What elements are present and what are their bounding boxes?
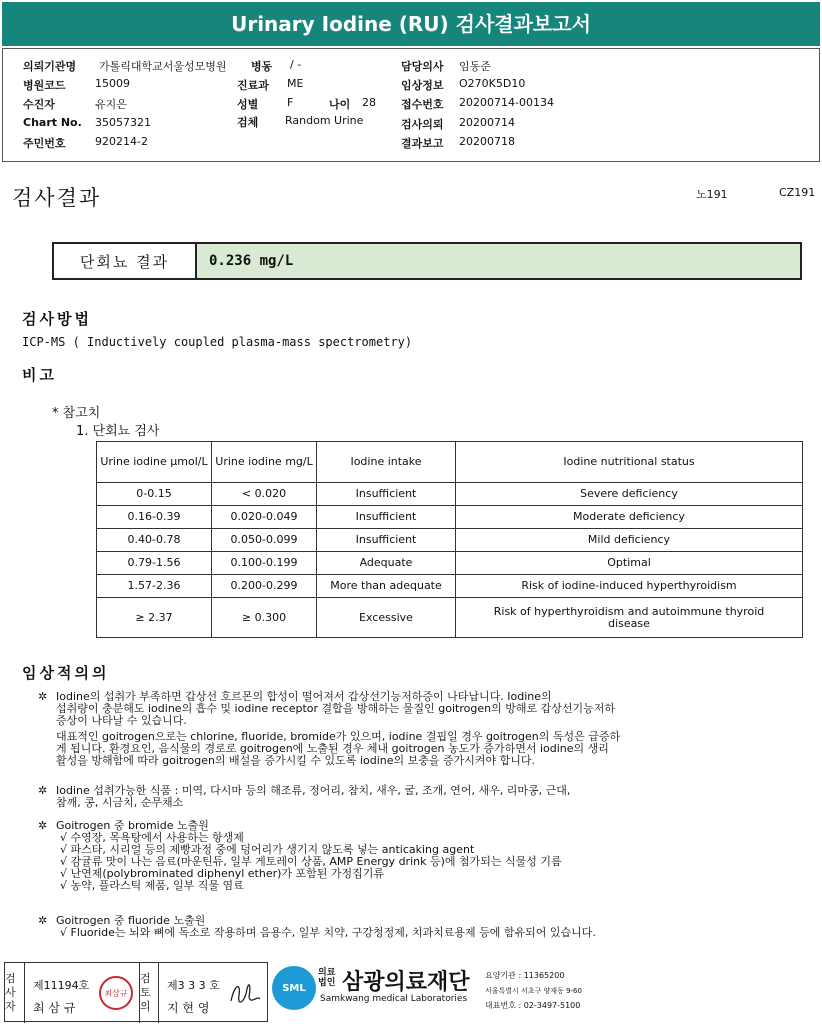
specimen-label: 검체	[237, 116, 259, 129]
table-cell: Moderate deficiency	[456, 506, 803, 529]
method-text: ICP-MS ( Inductively coupled plasma-mass spectrometry)	[22, 335, 413, 349]
result-tag-2: CZ191	[779, 186, 816, 199]
clinical-paragraph-2: ✲ Iodine 섭취가능한 식품 : 미역, 다시마 등의 해조류, 정어리, 참치, 새우, 굴, 조개, 연어, 새우, 리마콩, 근대, 참깨, 콩, 시금치, 순무채소	[38, 784, 571, 809]
patient-info-panel	[2, 48, 820, 162]
institution-label: 의뢰기관명	[23, 60, 77, 73]
method-title: 검사방법	[22, 310, 92, 328]
doctor-label: 담당의사	[401, 60, 444, 73]
clinical-info-label: 임상정보	[401, 79, 444, 92]
table-cell: 0-0.15	[97, 483, 212, 506]
bullet-star-icon: ✲	[38, 914, 48, 927]
request-label: 검사의뢰	[401, 118, 444, 131]
org-name: 삼광의료재단	[342, 970, 470, 995]
sml-logo-icon: SML	[272, 966, 316, 1010]
bullet-star-icon: ✲	[38, 690, 48, 703]
table-cell: 0.020-0.049	[212, 506, 317, 529]
ward-label: 병동	[251, 60, 273, 73]
table-cell: ≥ 0.300	[212, 598, 317, 638]
receipt-label: 접수번호	[401, 98, 444, 111]
dept-value: ME	[287, 77, 304, 90]
table-cell: Excessive	[317, 598, 456, 638]
table-cell: 0.050-0.099	[212, 529, 317, 552]
chart-value: 35057321	[95, 116, 151, 129]
sex-value: F	[287, 96, 294, 109]
table-cell: Insufficient	[317, 483, 456, 506]
request-value: 20200714	[459, 116, 515, 129]
reference-subtitle: 1. 단회뇨 검사	[76, 424, 160, 439]
age-label: 나이	[329, 98, 351, 111]
age-value: 28	[362, 96, 376, 109]
signature-icon	[227, 977, 263, 1009]
receipt-value: 20200714-00134	[459, 96, 554, 109]
reference-title: * 참고치	[52, 406, 101, 421]
table-row	[97, 483, 803, 506]
examiner-label: 검사자	[5, 963, 25, 1023]
table-cell: Severe deficiency	[456, 483, 803, 506]
dept-label: 진료과	[237, 79, 269, 92]
hospital-code-value: 15009	[95, 77, 130, 90]
table-cell: 0.79-1.56	[97, 552, 212, 575]
clinical-paragraph-1: ✲ Iodine의 섭취가 부족하면 갑상선 호르몬의 합성이 떨어져서 갑상선기능저하증이 나타납니다. Iodine의 섭취량이 충분해도 iodine의 흡수 및 iodine receptor 결합을 방해하는 물질인 goitrogen의 방해로 갑상선기능저하 증상이 나타날 수 있습니다. 대표적인 goitrogen으로는 chlorine, fluoride, bromide가 있으며, iodine 결핍일 경우 goitrogen의 독성은 급증하 게 됩니다. 환경요인, 음식물의 경로로 goitrogen에 노출된 경우 체내 goitrogen 농도가 증가하면서 iodine의 생리 활성을 방해함에 따라 goitrogen의 배설을 증가시킬 수 있도록 iodine의 보충을 증가시켜야 합니다.	[38, 690, 621, 767]
org-code: 요양기관 : 11365200	[485, 971, 565, 980]
result-value: 0.236 mg/L	[197, 244, 800, 278]
org-phone: 대표번호 : 02-3497-5100	[485, 1001, 581, 1010]
table-row	[97, 506, 803, 529]
sex-label: 성별	[237, 98, 259, 111]
table-cell: Adequate	[317, 552, 456, 575]
bullet-star-icon: ✲	[38, 819, 48, 832]
result-tag-1: 노191	[696, 188, 728, 201]
table-cell: ≥ 2.37	[97, 598, 212, 638]
table-cell: 0.16-0.39	[97, 506, 212, 529]
table-row	[97, 598, 803, 638]
report-date-value: 20200718	[459, 135, 515, 148]
table-cell: < 0.020	[212, 483, 317, 506]
table-cell: 0.200-0.299	[212, 575, 317, 598]
patient-label: 수진자	[23, 98, 55, 111]
table-row	[97, 575, 803, 598]
reference-table	[96, 441, 803, 638]
table-row	[97, 529, 803, 552]
result-box	[52, 242, 802, 280]
report-date-label: 결과보고	[401, 137, 444, 150]
table-cell: 1.57-2.36	[97, 575, 212, 598]
table-cell: Risk of iodine-induced hyperthyroidism	[456, 575, 803, 598]
institution-value: 가톨릭대학교서울성모병원	[99, 60, 227, 73]
bullet-star-icon: ✲	[38, 784, 48, 797]
remarks-title: 비고	[22, 366, 57, 384]
result-section-title: 검사결과	[12, 186, 102, 210]
org-prefix: 의료법인	[318, 968, 336, 988]
doctor-value: 임동준	[459, 60, 491, 73]
examiner-name: 최 삼 규	[33, 1001, 76, 1015]
table-cell: Insufficient	[317, 506, 456, 529]
table-header: Urine iodine μmol/L	[97, 442, 212, 483]
ward-value: / -	[290, 58, 302, 71]
specimen-value: Random Urine	[285, 114, 364, 127]
clinical-paragraph-4: ✲ Goitrogen 중 fluoride 노출원 √ Fluoride는 뇌와 뼈에 독소로 작용하며 음용수, 일부 치약, 구강청정제, 치과치료용제 등에 함유되어 있습니다.	[38, 914, 596, 939]
id-value: 920214-2	[95, 135, 148, 148]
table-header-row	[97, 442, 803, 483]
table-header: Iodine nutritional status	[456, 442, 803, 483]
table-cell: 0.40-0.78	[97, 529, 212, 552]
clinical-title: 임상적의의	[22, 664, 110, 682]
table-cell: Optimal	[456, 552, 803, 575]
table-cell: Mild deficiency	[456, 529, 803, 552]
table-cell: 0.100-0.199	[212, 552, 317, 575]
reviewer-label: 검토의	[139, 963, 159, 1023]
reviewer-number: 제3 3 3 호	[167, 979, 220, 992]
hospital-code-label: 병원코드	[23, 79, 66, 92]
id-label: 주민번호	[23, 137, 66, 150]
chart-label: Chart No.	[23, 116, 82, 129]
org-address: 서울특별시 서초구 양재동 9-60	[485, 987, 582, 995]
table-cell: Risk of hyperthyroidism and autoimmune thyroid disease	[456, 598, 803, 638]
table-header: Urine iodine mg/L	[212, 442, 317, 483]
report-title: Urinary Iodine (RU) 검사결과보고서	[2, 2, 820, 46]
reviewer-name: 지 현 영	[167, 1001, 210, 1015]
report-footer	[2, 962, 820, 1028]
result-label: 단회뇨 결과	[54, 244, 197, 278]
clinical-paragraph-3: ✲ Goitrogen 중 bromide 노출원 √ 수영장, 목욕탕에서 사용하는 항생제 √ 파스타, 시리얼 등의 제빵과정 중에 덩어리가 생기지 않도록 넣는 anticaking agent √ 감귤류 맛이 나는 음료(마운틴듀, 일부 게토레이 상품, AMP Energy drink 등)에 첨가되는 식물성 기름 √ 난연제(polybrominated diphenyl ether)가 포함된 가정집기류 √ 농약, 플라스틱 제품, 일부 직물 염료	[38, 819, 562, 892]
table-header: Iodine intake	[317, 442, 456, 483]
patient-value: 유지은	[95, 98, 127, 111]
table-row	[97, 552, 803, 575]
seal-stamp-icon: 최삼규	[99, 976, 133, 1010]
clinical-info-value: O270K5D10	[459, 77, 526, 90]
org-english-name: Samkwang medical Laboratories	[320, 994, 468, 1004]
table-cell: More than adequate	[317, 575, 456, 598]
examiner-number: 제11194호	[33, 979, 90, 992]
table-cell: Insufficient	[317, 529, 456, 552]
signature-box	[4, 962, 268, 1022]
